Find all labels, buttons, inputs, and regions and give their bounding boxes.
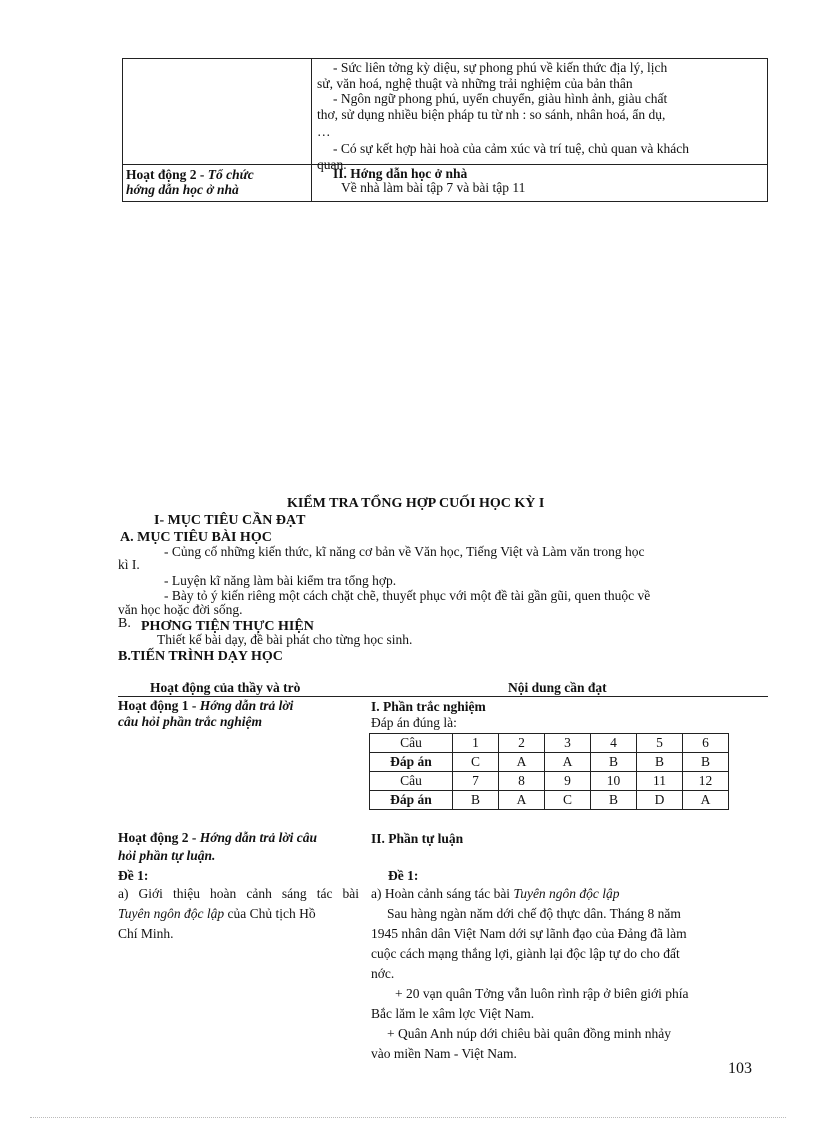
activity2-part2-label (118, 830, 317, 846)
text-line: quan. (317, 156, 347, 172)
objective-line: - Củng cố những kiến thức, kĩ năng cơ bản về Văn học, Tiếng Việt và Làm văn trong học (164, 544, 645, 559)
table-cell: B (683, 753, 729, 772)
text-line: sử, văn hoá, nghệ thuật và những trải nghiệm của bản thân (317, 75, 633, 91)
activity2-label (126, 167, 254, 197)
section-b-heading: PHƠNG TIỆN THỰC HIỆN (141, 619, 314, 634)
table-row-header: Đáp án (370, 753, 453, 772)
text-line: - Sức liên tởng kỳ diệu, sự phong phú về kiến thức địa lý, lịch (333, 60, 668, 75)
section-a-heading: A. MỤC TIÊU BÀI HỌC (120, 530, 272, 545)
table-cell: C (545, 791, 591, 810)
activity1-label-ital: Hớng dẫn trả lời (199, 698, 294, 713)
activity2-label-bold: Hoạt động 2 - (126, 167, 208, 182)
answer-line: + Quân Anh núp dới chiêu bài quân đồng minh nhảy (387, 1026, 671, 1041)
text-line: thơ, sử dụng nhiều biện pháp tu từ nh : so sánh, nhân hoá, ẩn dụ, (317, 106, 666, 122)
top-table-content (317, 60, 765, 172)
table-cell: A (499, 753, 545, 772)
table-cell: B (591, 791, 637, 810)
question-ital: Tuyên ngôn độc lập (118, 906, 225, 921)
table-cell: 9 (545, 772, 591, 791)
activity2-part2-ital: Hớng dẫn trả lời câu (199, 830, 318, 845)
answer-line: 1945 nhân dân Việt Nam dới sự lãnh đạo của Đảng đã làm (371, 926, 687, 941)
table-row-header: Câu (370, 734, 453, 753)
question-line: của Chủ tịch Hồ (224, 906, 316, 921)
table-cell: C (453, 753, 499, 772)
table-cell: 11 (637, 772, 683, 791)
table-cell: B (591, 753, 637, 772)
de-heading-left: Đề 1: (118, 868, 149, 883)
question-line: a) Giới thiệu hoàn cảnh sáng tác bài (118, 886, 359, 901)
table-cell: 4 (591, 734, 637, 753)
answer-a-ital: Tuyên ngôn độc lập (513, 886, 620, 901)
column-header-left: Hoạt động của thầy và trò (150, 680, 301, 695)
table-row (370, 791, 729, 810)
objective-line: kì I. (118, 557, 140, 572)
answer-a (371, 884, 768, 1064)
table-cell: 6 (683, 734, 729, 753)
main-title: KIỂM TRA TỔNG HỢP CUỐI HỌC KỲ I (287, 496, 545, 511)
table-cell: 8 (499, 772, 545, 791)
column-header-right: Nội dung cần đạt (508, 680, 607, 695)
section1-heading: I. Phần trắc nghiệm (371, 699, 486, 714)
table-row (370, 753, 729, 772)
text-line: - Ngôn ngữ phong phú, uyển chuyển, giàu hình ảnh, giàu chất (333, 91, 668, 106)
table-cell: 7 (453, 772, 499, 791)
answer-line: Bắc lăm le xâm lợc Việt Nam. (371, 1006, 535, 1021)
table-cell: 12 (683, 772, 729, 791)
section-b-prefix: B. (118, 616, 131, 631)
table-row (370, 772, 729, 791)
objective-line: - Bày tỏ ý kiến riêng một cách chặt chẽ, thuyết phục với một đề tài gần gũi, quen thuộc về (164, 588, 651, 603)
section1-subtitle: Đáp án đúng là: (371, 715, 457, 730)
objective-line: văn học hoặc đời sống. (118, 602, 243, 617)
section2-heading: II. Phần tự luận (371, 831, 464, 846)
table-cell: 3 (545, 734, 591, 753)
table-row-header: Câu (370, 772, 453, 791)
top-table (122, 58, 768, 202)
activity1-label-line2: câu hỏi phần trắc nghiệm (118, 714, 263, 729)
objective-line: - Luyện kĩ năng làm bài kiểm tra tổng hợp. (164, 573, 397, 588)
de-heading-right: Đề 1: (388, 868, 419, 883)
header-rule (118, 696, 768, 697)
section-i-heading: I- MỤC TIÊU CẦN ĐẠT (154, 513, 306, 528)
answer-line: cuộc cách mạng thắng lợi, giành lại độc lập tự do cho đất (371, 946, 680, 961)
activity2-label-line2: hớng dẫn học ở nhà (126, 182, 239, 197)
answer-a-prefix: a) Hoàn cảnh sáng tác bài (371, 886, 514, 901)
question-a (118, 884, 359, 944)
answer-line: Sau hàng ngàn năm dới chế độ thực dân. Tháng 8 năm (387, 906, 681, 921)
text-line: … (317, 124, 331, 139)
table-cell: 10 (591, 772, 637, 791)
section-b2-heading: B.TIẾN TRÌNH DẠY HỌC (118, 649, 283, 664)
activity2-label-ital: Tổ chức (207, 167, 254, 182)
activity2-part2-line2: hỏi phần tự luận. (118, 848, 216, 863)
question-line: Chí Minh. (118, 926, 174, 941)
table-cell: A (499, 791, 545, 810)
answer-line: nớc. (371, 966, 395, 981)
table-cell: B (637, 753, 683, 772)
answer-line: + 20 vạn quân Tởng vẫn luôn rình rập ở biên giới phía (395, 986, 689, 1001)
table-cell: 2 (499, 734, 545, 753)
activity1-label (118, 698, 293, 714)
table-cell: 5 (637, 734, 683, 753)
text-line: - Có sự kết hợp hài hoà của cảm xúc và trí tuệ, chủ quan và khách (333, 141, 689, 156)
answer-table (369, 733, 729, 810)
section2-title: II. Hớng dẫn học ở nhà (333, 166, 468, 181)
table-cell: A (545, 753, 591, 772)
table-cell: B (453, 791, 499, 810)
table-cell: A (683, 791, 729, 810)
table-cell: 1 (453, 734, 499, 753)
section-b-text: Thiết kế bài dạy, đề bài phát cho từng học sinh. (157, 632, 413, 647)
table-row (370, 734, 729, 753)
table-row-header: Đáp án (370, 791, 453, 810)
page-number: 103 (728, 1060, 752, 1077)
section2-text: Về nhà làm bài tập 7 và bài tập 11 (341, 180, 526, 195)
page-divider (30, 1117, 786, 1118)
answer-line: vào miền Nam - Việt Nam. (371, 1046, 517, 1061)
table-cell: D (637, 791, 683, 810)
activity2-part2-bold: Hoạt động 2 - (118, 830, 200, 845)
activity1-label-bold: Hoạt động 1 - (118, 698, 200, 713)
